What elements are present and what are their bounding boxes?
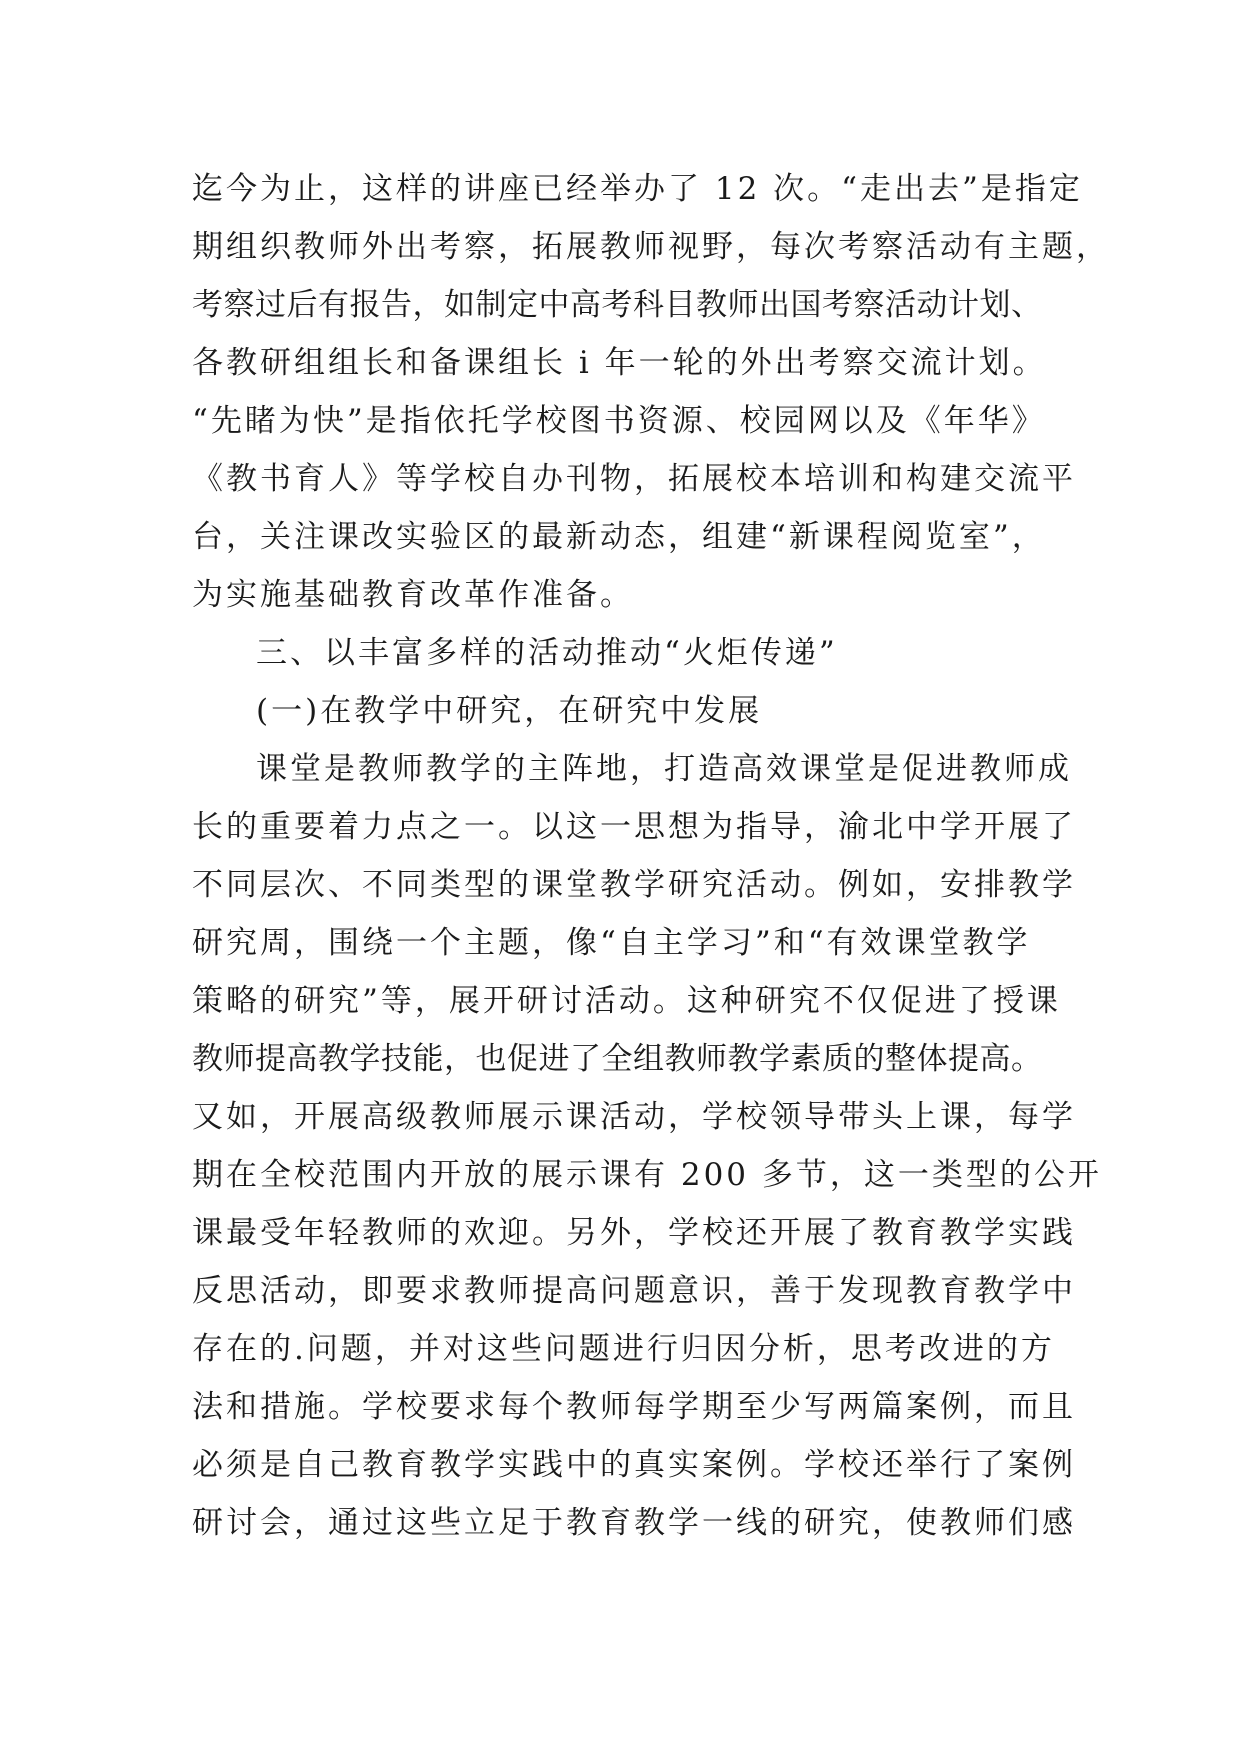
text-line: 教师提高教学技能，也促进了全组教师教学素质的整体提高。 [192, 1041, 1043, 1077]
text-line: 《教书育人》等学校自办刊物，拓展校本培训和构建交流平 [192, 461, 1076, 497]
text-line: 存在的.问题，并对这些问题进行归因分析，思考改进的方 [192, 1331, 1055, 1367]
text-line: 又如，开展高级教师展示课活动，学校领导带头上课，每学 [192, 1099, 1076, 1135]
text-line: 各教研组组长和备课组长 i 年一轮的外出考察交流计划。 [192, 345, 1047, 381]
text-line: 长的重要着力点之一。以这一思想为指导，渝北中学开展了 [192, 809, 1076, 845]
text-line: “先睹为快”是指依托学校图书资源、校园网以及《年华》 [192, 403, 1046, 439]
text-line: 考察过后有报告，如制定中高考科目教师出国考察活动计划、 [192, 287, 1043, 323]
text-line: 不同层次、不同类型的课堂教学研究活动。例如，安排教学 [192, 867, 1076, 903]
body-text [192, 160, 1110, 1552]
text-line: 必须是自己教育教学实践中的真实案例。学校还举行了案例 [192, 1447, 1076, 1483]
text-line: 反思活动，即要求教师提高问题意识，善于发现教育教学中 [192, 1273, 1076, 1309]
paragraph-start-line: 课堂是教师教学的主阵地，打造高效课堂是促进教师成 [256, 751, 1072, 787]
text-line: 期组织教师外出考察，拓展教师视野，每次考察活动有主题， [192, 229, 1110, 265]
text-line: 期在全校范围内开放的展示课有 200 多节，这一类型的公开 [192, 1157, 1102, 1193]
subsection-heading: (一)在教学中研究，在研究中发展 [256, 693, 763, 729]
text-line: 台，关注课改实验区的最新动态，组建“新课程阅览室”， [192, 519, 1046, 555]
text-line: 为实施基础教育改革作准备。 [192, 577, 634, 613]
text-line: 研究周，围绕一个主题，像“自主学习”和“有效课堂教学 [192, 925, 1031, 961]
text-line: 研讨会，通过这些立足于教育教学一线的研究，使教师们感 [192, 1505, 1076, 1541]
section-heading: 三、以丰富多样的活动推动“火炬传递” [256, 635, 838, 671]
text-line: 策略的研究”等，展开研讨活动。这种研究不仅促进了授课 [192, 983, 1061, 1019]
text-line: 迄今为止，这样的讲座已经举办了 12 次。“走出去”是指定 [192, 171, 1083, 207]
text-line: 法和措施。学校要求每个教师每学期至少写两篇案例，而且 [192, 1389, 1076, 1425]
text-line: 课最受年轻教师的欢迎。另外，学校还开展了教育教学实践 [192, 1215, 1076, 1251]
